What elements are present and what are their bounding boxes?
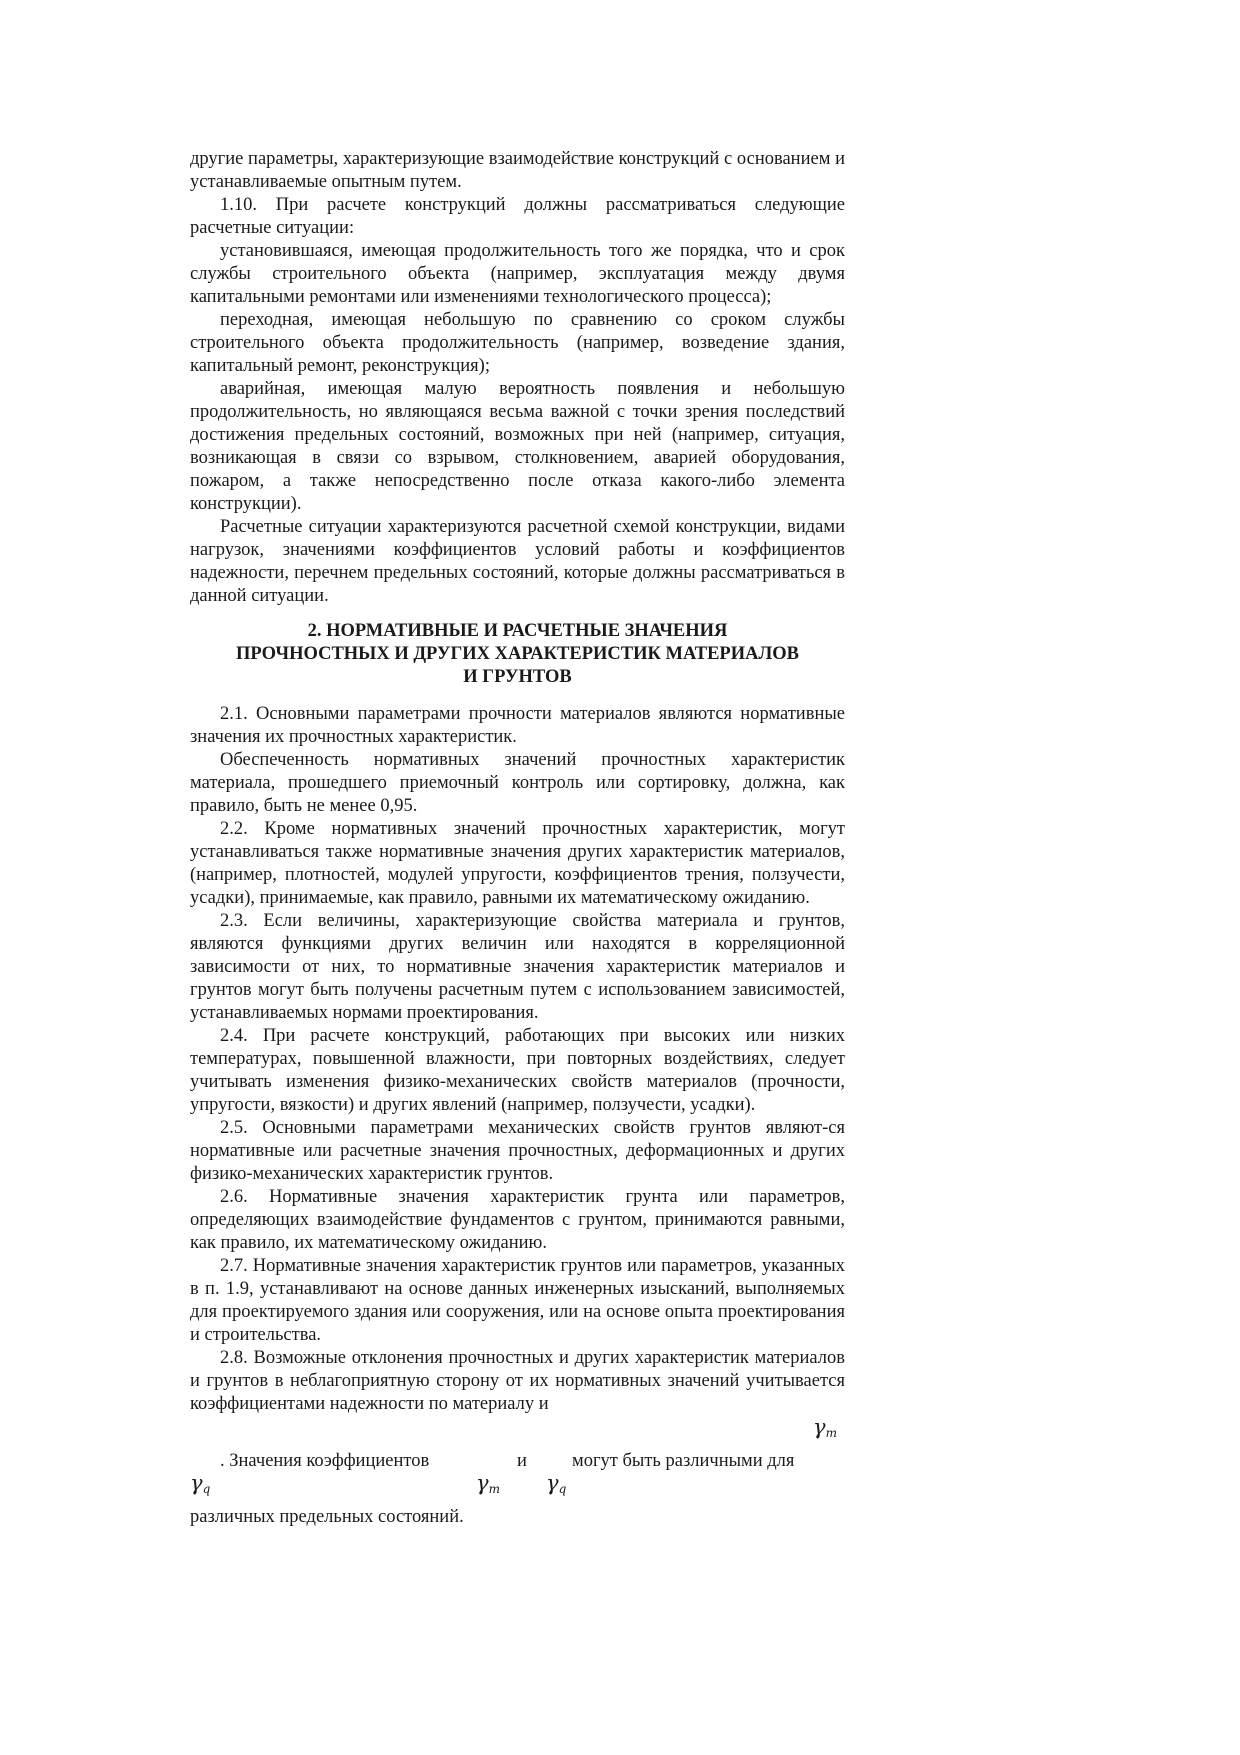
- paragraphs-section: [190, 703, 845, 1416]
- gamma-q-symbol: $\gamma_q$: [546, 1471, 567, 1496]
- gamma-q-symbol: $\gamma_q$: [190, 1471, 211, 1496]
- paragraph: аварийная, имеющая малую вероятность появления и небольшую продолжительность, но являющаяся весьма важной с точки зрения последствий достижения предельных состояний, возможных при ней (например, ситуация, возникающая в связи со взрывом, столкновением, аварией оборудования, пожаром, а также непосредственно после отказа какого-либо элемента конструкции).: [190, 379, 845, 514]
- paragraph: 2.4. При расчете конструкций, работающих при высоких или низких температурах, повышенной влажности, при повторных воздействиях, следует учитывать изменения физико-механических свойств материалов (прочности, упругости, вязкости) и других явлений (например, ползучести, усадки).: [190, 1026, 845, 1115]
- paragraph-last: различных предельных состояний.: [190, 1507, 464, 1527]
- paragraph: 2.1. Основными параметрами прочности материалов являются нормативные значения их прочностных характеристик.: [190, 704, 845, 747]
- paragraph: 1.10. При расчете конструкций должны рассматриваться следующие расчетные ситуации:: [190, 195, 845, 238]
- gamma-m-symbol: $\gamma_m$: [476, 1471, 500, 1496]
- paragraphs-top: [190, 148, 845, 608]
- paragraph: переходная, имеющая небольшую по сравнению со сроком службы строительного объекта продолжительность (например, возведение здания, капитальный ремонт, реконструкция);: [190, 310, 845, 376]
- paragraph: другие параметры, характеризующие взаимодействие конструкций с основанием и устанавливаемые опытным путем.: [190, 149, 845, 192]
- paragraph: 2.8. Возможные отклонения прочностных и других характеристик материалов и грунтов в неблагоприятную сторону от их нормативных значений учитывается коэффициентами надежности по материалу и: [190, 1348, 845, 1414]
- formula-gamma-m-line: [190, 1416, 845, 1450]
- paragraph: 2.7. Нормативные значения характеристик грунтов или параметров, указанных в п. 1.9, устанавливают на основе данных инженерных изысканий, выполняемых для проектируемого здания или сооружения, или на основе опыта проектирования и строительства.: [190, 1256, 845, 1345]
- paragraph: 2.3. Если величины, характеризующие свойства материала и грунтов, являются функциями других величин или находятся в корреляционной зависимости от них, то нормативные значения характеристик материалов и грунтов могут быть получены расчетным путем с использованием зависимостей, устанавливаемых нормами проектирования.: [190, 911, 845, 1023]
- paragraph: Расчетные ситуации характеризуются расчетной схемой конструкции, видами нагрузок, значениями коэффициентов условий работы и коэффициентов надежности, перечнем предельных состояний, которые должны рассматриваться в данной ситуации.: [190, 517, 845, 606]
- formula-text-differ: могут быть различными для: [572, 1451, 795, 1471]
- section-heading-line: 2. НОРМАТИВНЫЕ И РАСЧЕТНЫЕ ЗНАЧЕНИЯ: [307, 621, 728, 641]
- paragraph: 2.2. Кроме нормативных значений прочностных характеристик, могут устанавливаться также нормативные значения других характеристик материалов, (например, плотностей, модулей упругости, коэффициентов трения, ползучести, усадки), принимаемые, как правило, равными их математическому ожиданию.: [190, 819, 845, 908]
- paragraph: 2.6. Нормативные значения характеристик грунта или параметров, определяющих взаимодействие фундаментов с грунтом, принимаются равными, как правило, их математическому ожиданию.: [190, 1187, 845, 1253]
- section-heading-line: И ГРУНТОВ: [463, 667, 572, 687]
- formula-text-values: . Значения коэффициентов: [220, 1451, 430, 1471]
- document-page: [190, 148, 845, 1529]
- section-heading-line: ПРОЧНОСТНЫХ И ДРУГИХ ХАРАКТЕРИСТИК МАТЕРИАЛОВ: [235, 644, 799, 664]
- formula-line: [190, 1450, 845, 1496]
- paragraph: установившаяся, имеющая продолжительность того же порядка, что и срок службы строительного объекта (например, эксплуатация между двумя капитальными ремонтами или изменениями технологического процесса);: [190, 241, 845, 307]
- section-heading: [190, 620, 845, 689]
- formula-text-and: и: [517, 1451, 527, 1471]
- gamma-m-symbol: $\gamma_m$: [813, 1415, 837, 1440]
- paragraph: 2.5. Основными параметрами механических свойств грунтов являют-ся нормативные или расчетные значения прочностных, деформационных и других физико-механических характеристик грунтов.: [190, 1118, 845, 1184]
- paragraph: Обеспеченность нормативных значений прочностных характеристик материала, прошедшего приемочный контроль или сортировку, должна, как правило, быть не менее 0,95.: [190, 750, 845, 816]
